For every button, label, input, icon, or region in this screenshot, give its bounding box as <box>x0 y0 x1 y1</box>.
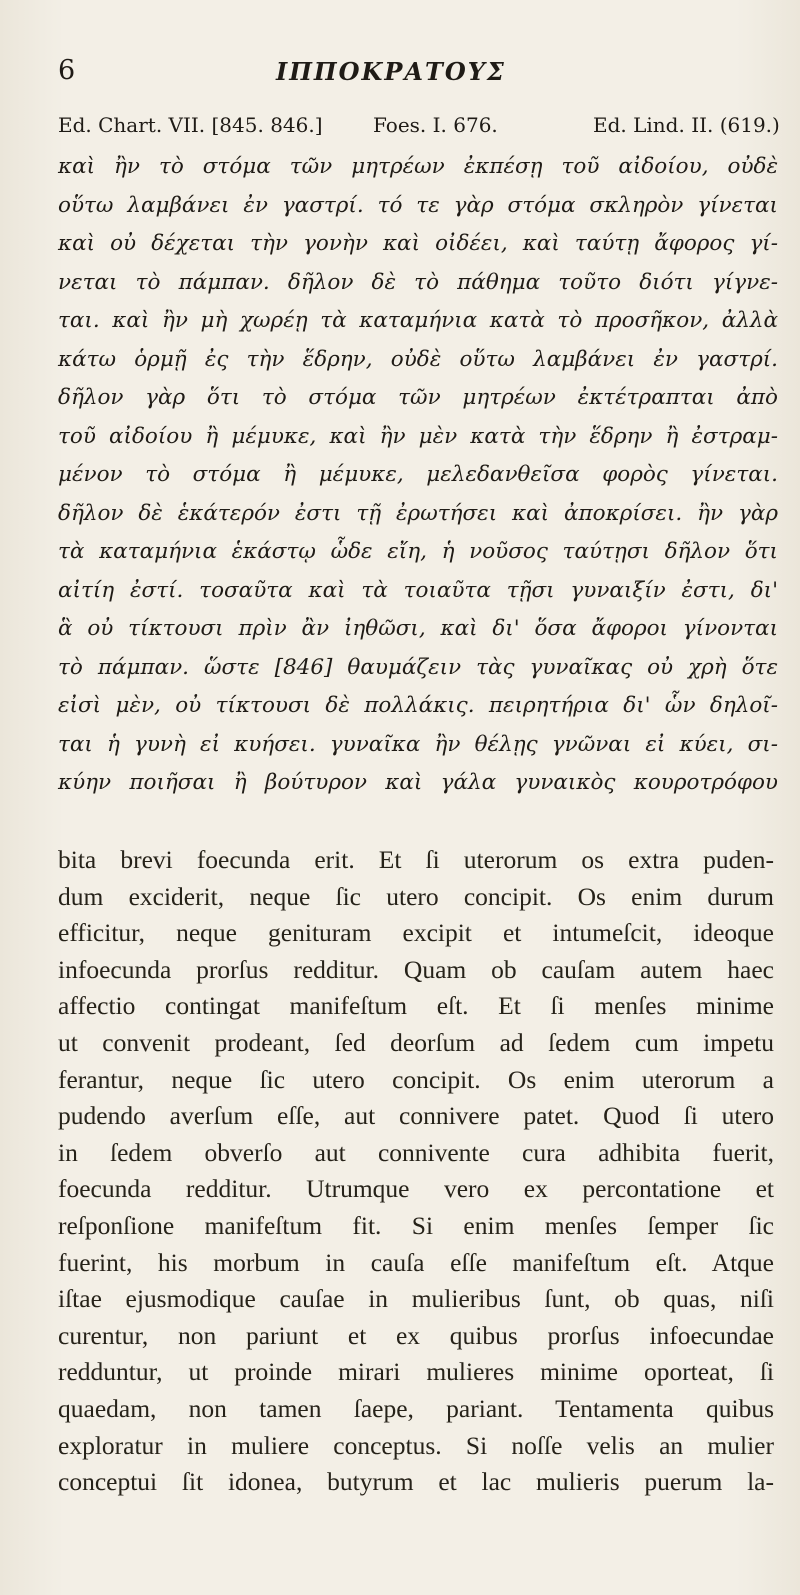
latin-text-line: fuerint, his morbum in cauſa eſſe manifeſtum eſt. Atque <box>58 1247 774 1277</box>
latin-text-line: reſponſione manifeſtum fit. Si enim menſes ſemper ſic <box>58 1210 774 1240</box>
latin-text-line: conceptui ſit idonea, butyrum et lac mulieris puerum la- <box>58 1467 774 1497</box>
latin-text-line: ut convenit prodeant, ſed deorſum ad ſedem cum impetu <box>58 1027 774 1057</box>
latin-text-line: ferantur, neque ſic utero concipit. Os enim uterorum a <box>58 1064 774 1094</box>
page-number: 6 <box>58 55 76 86</box>
greek-text-line: τὸ πάμπαν. ὥστε [846] θαυμάζειν τὰς γυναῖκας οὐ χρὴ ὅτε <box>58 654 778 680</box>
greek-text-block <box>58 148 778 803</box>
latin-text-line: infoecunda prorſus redditur. Quam ob cauſam autem haec <box>58 954 774 984</box>
latin-text-line: quaedam, non tamen ſaepe, pariant. Tentamenta quibus <box>58 1393 774 1423</box>
latin-text-line: in ſedem obverſo aut connivente cura adhibita fuerit, <box>58 1137 774 1167</box>
running-title: ΙΠΠΟΚΡΑΤΟΥΣ <box>276 57 506 86</box>
latin-translation-block <box>58 842 774 1501</box>
latin-text-line: affectio contingat manifeſtum eſt. Et ſi menſes minime <box>58 991 774 1021</box>
greek-text-line: δῆλον δὲ ἑκάτερόν ἐστι τῇ ἐρωτήσει καὶ ἀποκρίσει. ἢν γὰρ <box>58 500 778 526</box>
latin-text-line: redduntur, ut proinde mirari mulieres minime oporteat, ſi <box>58 1357 774 1387</box>
greek-text-line: ἃ οὐ τίκτουσι πρὶν ἂν ἰηθῶσι, καὶ δι' ὅσα ἄφοροι γίνονται <box>58 616 778 641</box>
greek-text-line: τὰ καταμήνια ἑκάστῳ ὧδε εἴη, ἡ νοῦσος ταύτῃσι δῆλον ὅτι <box>58 539 778 564</box>
latin-text-line: bita brevi foecunda erit. Et ſi uterorum os extra puden- <box>58 845 774 874</box>
latin-text-line: dum exciderit, neque ſic utero concipit. Os enim durum <box>58 881 774 911</box>
greek-text-line: κύην ποιῆσαι ἢ βούτυρον καὶ γάλα γυναικὸς κουροτρόφου <box>58 770 778 795</box>
greek-text-line: κάτω ὁρμῇ ἐς τὴν ἕδρην, οὐδὲ οὕτω λαμβάνει ἐν γαστρί. <box>58 346 778 372</box>
greek-text-line: ται ἡ γυνὴ εἰ κυήσει. γυναῖκα ἢν θέλῃς γνῶναι εἰ κύει, σι- <box>58 731 778 757</box>
greek-text-line: καὶ ἢν τὸ στόμα τῶν μητρέων ἐκπέσῃ τοῦ αἰδοίου, οὐδὲ <box>58 154 778 179</box>
latin-text-line: exploratur in muliere conceptus. Si noſſe velis an mulier <box>58 1430 774 1460</box>
latin-text-line: foecunda redditur. Utrumque vero ex percontatione et <box>58 1174 774 1204</box>
latin-text-line: pudendo averſum eſſe, aut connivere patet. Quod ſi utero <box>58 1101 774 1131</box>
page-header <box>58 55 758 95</box>
latin-text-line: curentur, non pariunt et ex quibus prorſus infoecundae <box>58 1320 774 1350</box>
greek-text-line: ται. καὶ ἢν μὴ χωρέῃ τὰ καταμήνια κατὰ τὸ προσῆκον, ἀλλὰ <box>58 308 778 333</box>
greek-text-line: δῆλον γὰρ ὅτι τὸ στόμα τῶν μητρέων ἐκτέτραπται ἀπὸ <box>58 385 778 410</box>
greek-text-line: τοῦ αἰδοίου ἢ μέμυκε, καὶ ἢν μὲν κατὰ τὴν ἕδρην ἢ ἐστραμ- <box>58 423 778 449</box>
greek-text-line: μένον τὸ στόμα ἢ μέμυκε, μελεδανθεῖσα φορὸς γίνεται. <box>58 462 778 487</box>
latin-text-line: efficitur, neque genituram excipit et intumeſcit, ideoque <box>58 918 774 948</box>
greek-text-line: αἰτίη ἐστί. τοσαῦτα καὶ τὰ τοιαῦτα τῇσι γυναιξίν ἐστι, δι' <box>58 577 778 603</box>
greek-text-line: εἰσὶ μὲν, οὐ τίκτουσι δὲ πολλάκις. πειρητήρια δι' ὧν δηλοῖ- <box>58 693 778 718</box>
greek-text-line: οὕτω λαμβάνει ἐν γαστρί. τό τε γὰρ στόμα σκληρὸν γίνεται <box>58 192 778 218</box>
latin-text-line: iſtae ejusmodique cauſae in mulieribus ſunt, ob quas, niſi <box>58 1284 774 1314</box>
linden-reference: Ed. Lind. II. (619.) <box>593 113 780 137</box>
foes-reference: Foes. I. 676. <box>373 113 498 137</box>
greek-text-line: καὶ οὐ δέχεται τὴν γονὴν καὶ οἰδέει, καὶ ταύτῃ ἄφορος γί- <box>58 231 778 256</box>
chartier-reference: Ed. Chart. VII. [845. 846.] <box>58 113 323 137</box>
greek-text-line: νεται τὸ πάμπαν. δῆλον δὲ τὸ πάθημα τοῦτο διότι γίγνε- <box>58 269 778 295</box>
